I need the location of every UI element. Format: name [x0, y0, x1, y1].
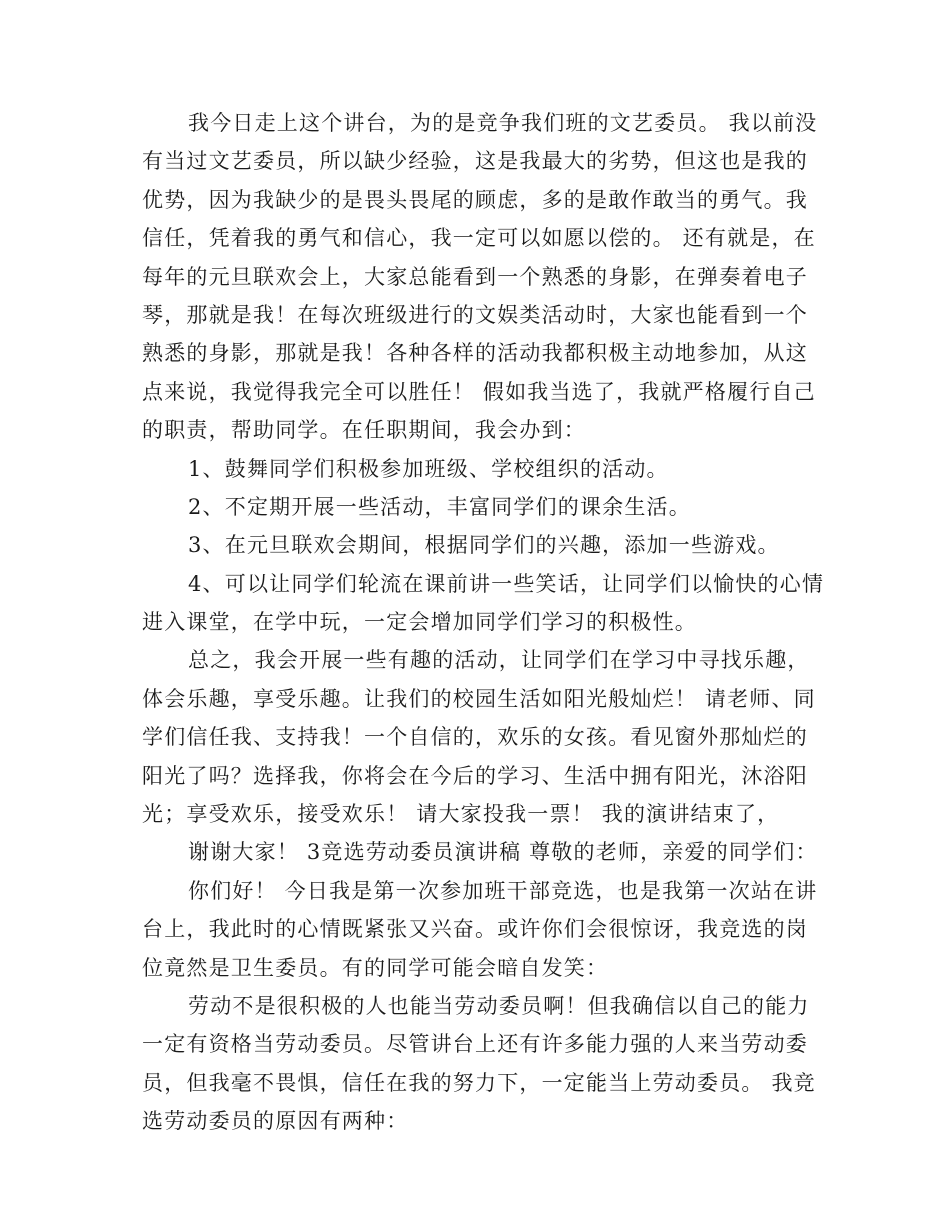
text-line: 我今日走上这个讲台，为的是竞争我们班的文艺委员。 我以前没 — [188, 111, 818, 135]
text-line: 有当过文艺委员，所以缺少经验，这是我最大的劣势，但这也是我的 — [142, 149, 808, 174]
text-line: 进入课堂，在学中玩，一定会增加同学们学习的积极性。 — [142, 610, 697, 635]
text-line: 熟悉的身影，那就是我！各种各样的活动我都积极主动地参加，从这 — [142, 341, 808, 366]
text-line: 阳光了吗？选择我，你将会在今后的学习、生活中拥有阳光，沐浴阳 — [142, 763, 808, 788]
text-line: 优势，因为我缺少的是畏头畏尾的顾虑，多的是敢作敢当的勇气。我 — [142, 187, 808, 212]
text-line: 每年的元旦联欢会上，大家总能看到一个熟悉的身影，在弹奏着电子 — [142, 264, 808, 289]
text-line: 谢谢大家！ 3竞选劳动委员演讲稿 尊敬的老师，亲爱的同学们： — [188, 840, 818, 865]
text-line: 一定有资格当劳动委员。尽管讲台上还有许多能力强的人来当劳动委 — [142, 1032, 808, 1057]
text-line: 的职责，帮助同学。在任职期间，我会办到： — [142, 418, 586, 443]
text-line: 位竟然是卫生委员。有的同学可能会暗自发笑： — [142, 955, 609, 980]
text-line: 你们好！ 今日我是第一次参加班干部竞选，也是我第一次站在讲 — [188, 878, 818, 903]
text-line: 琴，那就是我！在每次班级进行的文娱类活动时，大家也能看到一个 — [142, 302, 808, 327]
document-body — [142, 104, 832, 1141]
text-line: 学们信任我、支持我！一个自信的，欢乐的女孩。看见窗外那灿烂的 — [142, 725, 808, 750]
text-line: 台上，我此时的心情既紧张又兴奋。或许你们会很惊讶，我竞选的岗 — [142, 917, 808, 942]
text-line: 选劳动委员的原因有两种： — [142, 1109, 409, 1134]
text-line: 2、不定期开展一些活动，丰富同学们的课余生活。 — [188, 494, 691, 519]
text-line: 体会乐趣，享受乐趣。让我们的校园生活如阳光般灿烂！ 请老师、同 — [142, 686, 816, 711]
text-line: 员，但我毫不畏惧，信任在我的努力下，一定能当上劳动委员。 我竞 — [142, 1070, 816, 1095]
text-line: 1、鼓舞同学们积极参加班级、学校组织的活动。 — [188, 456, 669, 481]
text-line: 点来说，我觉得我完全可以胜任！ 假如我当选了，我就严格履行自己 — [142, 379, 816, 404]
text-line: 总之，我会开展一些有趣的活动，让同学们在学习中寻找乐趣， — [188, 648, 810, 673]
text-line: 劳动不是很积极的人也能当劳动委员啊！但我确信以自己的能力 — [188, 993, 810, 1018]
text-line: 光；享受欢乐，接受欢乐！ 请大家投我一票！ 我的演讲结束了， — [142, 802, 780, 827]
text-line: 4、可以让同学们轮流在课前讲一些笑话，让同学们以愉快的心情 — [188, 571, 825, 596]
text-line: 3、在元旦联欢会期间，根据同学们的兴趣，添加一些游戏。 — [188, 533, 780, 558]
text-line: 信任，凭着我的勇气和信心，我一定可以如愿以偿的。 还有就是，在 — [142, 226, 816, 251]
